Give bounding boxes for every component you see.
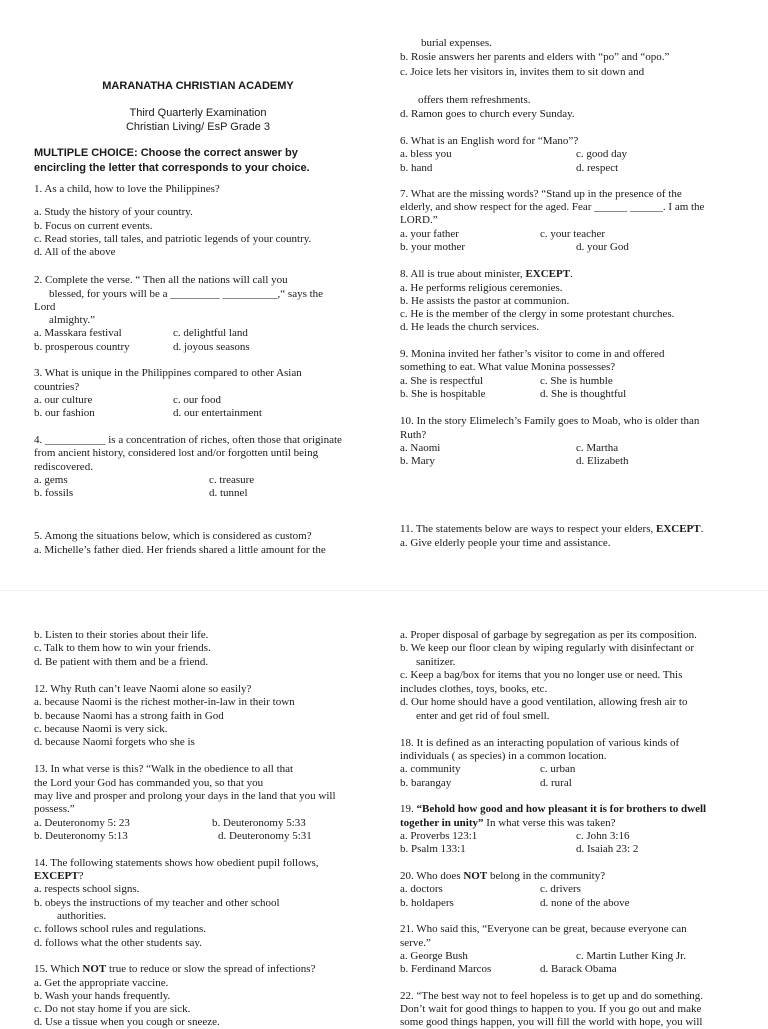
option-14b-continued: authorities. <box>57 910 107 922</box>
option-6d: d. respect <box>576 162 619 174</box>
question-10-line-2: Ruth? <box>400 429 427 441</box>
option-5b: b. Rosie answers her parents and elders with “po” and “opo.” <box>400 51 670 63</box>
question-1: 1. As a child, how to love the Philippines? <box>34 183 220 195</box>
option-2c: c. delightful land <box>173 327 248 339</box>
question-7-line-3: LORD.” <box>400 214 438 226</box>
exam-title: Third Quarterly Examination <box>129 107 267 119</box>
question-10-line-1: 10. In the story Elimelech’s Family goes to Moab, who is older than <box>400 415 700 427</box>
option-19b: b. Psalm 133:1 <box>400 843 466 855</box>
option-8c: c. He is the member of the clergy in some protestant churches. <box>400 308 675 320</box>
question-3-line-2: countries? <box>34 381 80 393</box>
option-19c: c. John 3:16 <box>576 830 630 842</box>
question-18-line-1: 18. It is defined as an interacting population of various kinds of <box>400 737 680 749</box>
except-keyword: EXCEPT <box>34 870 79 882</box>
option-21d: d. Barack Obama <box>540 963 617 975</box>
question-4-line-2: from ancient history, considered lost and/or forgotten until being <box>34 447 319 459</box>
option-12c: c. because Naomi is very sick. <box>34 723 168 735</box>
option-18b: b. barangay <box>400 777 452 789</box>
option-18d: d. rural <box>540 777 572 789</box>
option-10a: a. Naomi <box>400 442 441 454</box>
option-17c-line-2: includes clothes, toys, books, etc. <box>400 683 548 695</box>
question-7-line-1: 7. What are the missing words? “Stand up in the presence of the <box>400 188 682 200</box>
option-7a: a. your father <box>400 228 459 240</box>
option-10d: d. Elizabeth <box>576 455 629 467</box>
option-3d: d. our entertainment <box>173 407 262 419</box>
option-2d: d. joyous seasons <box>173 341 250 353</box>
question-22-line-1: 22. “The best way not to feel hopeless is to get up and do something. <box>400 990 704 1002</box>
option-6a: a. bless you <box>400 148 452 160</box>
question-3-line-1: 3. What is unique in the Philippines compared to other Asian <box>34 367 302 379</box>
option-1b: b. Focus on current events. <box>34 220 153 232</box>
question-6: 6. What is an English word for “Mano”? <box>400 135 579 147</box>
option-10c: c. Martha <box>576 442 619 454</box>
option-19d: d. Isaiah 23: 2 <box>576 843 639 855</box>
option-15a: a. Get the appropriate vaccine. <box>34 977 169 989</box>
option-17d-line-2: enter and get rid of foul smell. <box>416 710 550 722</box>
question-19-line-1: 19. “Behold how good and how pleasant it is for brothers to dwell <box>400 803 707 815</box>
verse-quote: “Behold how good and how pleasant it is for brothers to dwell <box>416 803 707 815</box>
option-1c: c. Read stories, tall tales, and patriotic legends of your country. <box>34 233 312 245</box>
option-17d-line-1: d. Our home should have a good ventilation, allowing fresh air to <box>400 696 688 708</box>
option-5c: c. Joice lets her visitors in, invites them to sit down and <box>400 66 645 78</box>
question-4-line-1: 4. ___________ is a concentration of riches, often those that originate <box>34 434 342 446</box>
option-6c: c. good day <box>576 148 628 160</box>
option-20b: b. holdapers <box>400 897 454 909</box>
school-name: MARANATHA CHRISTIAN ACADEMY <box>102 80 294 92</box>
option-15b: b. Wash your hands frequently. <box>34 990 171 1002</box>
instructions-line-2: encircling the letter that corresponds to your choice. <box>34 162 310 174</box>
option-10b: b. Mary <box>400 455 435 467</box>
question-21-line-2: serve.” <box>400 937 431 949</box>
option-1a: a. Study the history of your country. <box>34 206 193 218</box>
option-20c: c. drivers <box>540 883 581 895</box>
question-9-line-1: 9. Monina invited her father’s visitor to come in and offered <box>400 348 665 360</box>
option-15c: c. Do not stay home if you are sick. <box>34 1003 191 1015</box>
question-8: 8. All is true about minister, EXCEPT. <box>400 268 573 280</box>
option-12d: d. because Naomi forgets who she is <box>34 736 195 748</box>
question-13-line-2: the Lord your God has commanded you, so that you <box>34 777 264 789</box>
option-19a: a. Proverbs 123:1 <box>400 830 478 842</box>
option-3a: a. our culture <box>34 394 93 406</box>
option-13b: b. Deuteronomy 5:33 <box>212 817 306 829</box>
question-7-line-2: elderly, and show respect for the aged. Fear ______ ______. I am the <box>400 201 705 213</box>
question-22-line-2: Don’t wait for good things to happen to you. If you go out and make <box>400 1003 702 1015</box>
question-13-line-4: possess.” <box>34 803 75 815</box>
option-14a: a. respects school signs. <box>34 883 140 895</box>
except-keyword: EXCEPT <box>655 523 701 535</box>
option-9d: d. She is thoughtful <box>540 388 627 400</box>
option-14d: d. follows what the other students say. <box>34 937 202 949</box>
option-7c: c. your teacher <box>540 228 606 240</box>
question-4-line-3: rediscovered. <box>34 461 93 473</box>
option-14b: b. obeys the instructions of my teacher and other school <box>34 897 280 909</box>
question-15: 15. Which NOT true to reduce or slow the spread of infections? <box>34 963 316 975</box>
option-5a-continued: burial expenses. <box>421 37 492 49</box>
option-6b: b. hand <box>400 162 433 174</box>
option-20d: d. none of the above <box>540 897 630 909</box>
option-13a: a. Deuteronomy 5: 23 <box>34 817 130 829</box>
option-21c: c. Martin Luther King Jr. <box>576 950 686 962</box>
except-keyword: EXCEPT <box>525 268 571 280</box>
question-13-line-3: may live and prosper and prolong your days in the land that you will <box>34 790 336 802</box>
option-12a: a. because Naomi is the richest mother-in-law in their town <box>34 696 295 708</box>
option-8d: d. He leads the church services. <box>400 321 539 333</box>
option-5c-continued: offers them refreshments. <box>418 94 531 106</box>
not-keyword: NOT <box>82 963 107 975</box>
question-20: 20. Who does NOT belong in the community? <box>400 870 606 882</box>
option-4a: a. gems <box>34 474 68 486</box>
option-3b: b. our fashion <box>34 407 95 419</box>
option-9c: c. She is humble <box>540 375 613 387</box>
question-18-line-2: individuals ( as species) in a common location. <box>400 750 607 762</box>
option-17a: a. Proper disposal of garbage by segregation as per its composition. <box>400 629 697 641</box>
option-12b: b. because Naomi has a strong faith in God <box>34 710 224 722</box>
option-2a: a. Masskara festival <box>34 327 122 339</box>
option-4b: b. fossils <box>34 487 74 499</box>
option-11d: d. Be patient with them and be a friend. <box>34 656 209 668</box>
question-13-line-1: 13. In what verse is this? “Walk in the obedience to all that <box>34 763 294 775</box>
option-14c: c. follows school rules and regulations. <box>34 923 206 935</box>
question-5: 5. Among the situations below, which is considered as custom? <box>34 530 312 542</box>
option-8a: a. He performs religious ceremonies. <box>400 282 563 294</box>
option-8b: b. He assists the pastor at communion. <box>400 295 570 307</box>
option-5d: d. Ramon goes to church every Sunday. <box>400 108 575 120</box>
question-2-line-1: 2. Complete the verse. “ Then all the nations will call you <box>34 274 288 286</box>
question-2-line-2: blessed, for yours will be a _________ __________,“ says the <box>49 288 324 300</box>
option-4d: d. tunnel <box>209 487 248 499</box>
option-15d: d. Use a tissue when you cough or sneeze. <box>34 1016 220 1028</box>
option-7d: d. your God <box>576 241 629 253</box>
option-4c: c. treasure <box>209 474 255 486</box>
option-20a: a. doctors <box>400 883 443 895</box>
question-11: 11. The statements below are ways to respect your elders, EXCEPT. <box>400 523 704 535</box>
question-21-line-1: 21. Who said this, “Everyone can be great, because everyone can <box>400 923 687 935</box>
option-3c: c. our food <box>173 394 221 406</box>
option-13c: b. Deuteronomy 5:13 <box>34 830 128 842</box>
option-21a: a. George Bush <box>400 950 468 962</box>
option-18c: c. urban <box>540 763 576 775</box>
question-2-line-3: Lord <box>34 301 56 313</box>
question-9-line-2: something to eat. What value Monina possesses? <box>400 361 616 373</box>
page-break <box>0 590 768 591</box>
option-5a: a. Michelle’s father died. Her friends shared a little amount for the <box>34 544 326 556</box>
option-11b: b. Listen to their stories about their life. <box>34 629 209 641</box>
question-19-line-2: together in unity” In what verse this was taken? <box>400 817 616 829</box>
option-9a: a. She is respectful <box>400 375 484 387</box>
subject-title: Christian Living/ EsP Grade 3 <box>125 121 271 133</box>
option-11c: c. Talk to them how to win your friends. <box>34 642 211 654</box>
option-18a: a. community <box>400 763 461 775</box>
not-keyword: NOT <box>463 870 488 882</box>
option-2b: b. prosperous country <box>34 341 130 353</box>
question-22-line-3: some good things happen, you will fill the world with hope, you will <box>400 1016 703 1028</box>
option-21b: b. Ferdinand Marcos <box>400 963 492 975</box>
option-7b: b. your mother <box>400 241 466 253</box>
option-17b-continued: sanitizer. <box>416 656 456 668</box>
question-14-line-2: EXCEPT? <box>34 870 84 882</box>
option-1d: d. All of the above <box>34 246 116 258</box>
option-9b: b. She is hospitable <box>400 388 486 400</box>
option-13d: d. Deuteronomy 5:31 <box>218 830 312 842</box>
question-12: 12. Why Ruth can’t leave Naomi alone so easily? <box>34 683 252 695</box>
instructions-line-1: MULTIPLE CHOICE: Choose the correct answer by <box>34 147 298 159</box>
question-14-line-1: 14. The following statements shows how obedient pupil follows, <box>34 857 319 869</box>
option-17c-line-1: c. Keep a bag/box for items that you no longer use or need. This <box>400 669 683 681</box>
option-11a: a. Give elderly people your time and assistance. <box>400 537 611 549</box>
question-2-line-4: almighty.” <box>49 314 96 326</box>
option-17b: b. We keep our floor clean by wiping regularly with disinfectant or <box>400 642 694 654</box>
